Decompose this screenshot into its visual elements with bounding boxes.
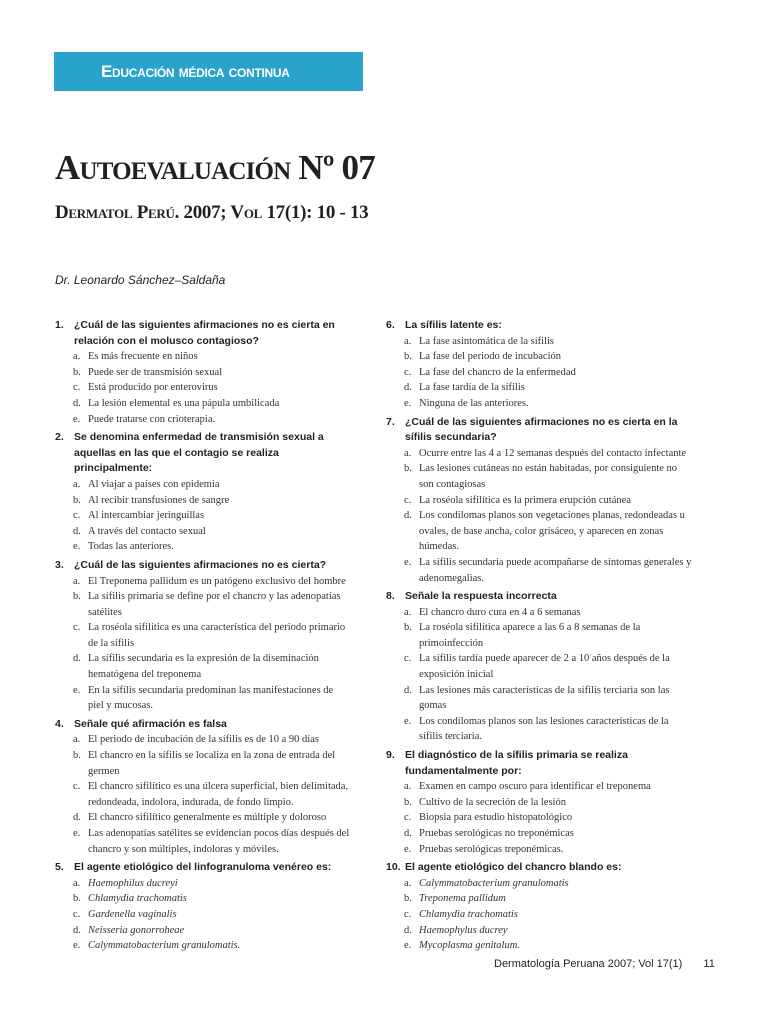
option-letter: a.: [404, 781, 412, 793]
answer-option: [386, 795, 694, 811]
question-number: 10.: [386, 861, 401, 874]
option-letter: b.: [404, 796, 412, 808]
question-heading: [386, 860, 694, 876]
option-letter: e.: [73, 940, 81, 952]
option-text: Todas las anteriores.: [88, 541, 174, 553]
option-letter: c.: [404, 494, 412, 506]
option-letter: c.: [73, 781, 81, 793]
author-name: Dr. Leonardo Sánchez–Saldaña: [55, 273, 226, 287]
option-text: A través del contacto sexual: [88, 525, 206, 537]
question-heading: [55, 717, 351, 733]
option-text: Puede tratarse con crioterapia.: [88, 413, 216, 425]
option-letter: e.: [73, 413, 81, 425]
answer-option: [55, 779, 351, 810]
option-text: Las lesiones cutáneas no están habitadas, por consiguiente no son contagiosas: [419, 463, 678, 490]
question: [386, 748, 694, 857]
question-number: 7.: [386, 415, 395, 428]
answer-option: [55, 810, 351, 826]
answer-option: [386, 891, 694, 907]
option-text: La roséola sifilítica es una característica del periodo primario de la sífilis: [88, 622, 346, 649]
answer-option: [55, 923, 351, 939]
page-title: Autoevaluación Nº 07: [55, 148, 375, 187]
option-letter: c.: [73, 382, 81, 394]
questions-column-left: [55, 318, 351, 957]
answer-option: [55, 620, 351, 651]
option-letter: d.: [404, 684, 412, 696]
option-text: Al recibir transfusiones de sangre: [88, 494, 230, 506]
question-text: Señale qué afirmación es falsa: [74, 717, 227, 730]
answer-option: [55, 732, 351, 748]
option-letter: e.: [404, 843, 412, 855]
option-letter: a.: [404, 606, 412, 618]
question: [386, 415, 694, 587]
question: [55, 430, 351, 555]
option-text: Chlamydia trachomatis: [88, 893, 187, 905]
answer-option: [55, 651, 351, 682]
option-text: Ninguna de las anteriores.: [419, 397, 529, 409]
answer-option: [386, 810, 694, 826]
option-text: La sífilis primaria se define por el chancro y las adenopatías satélites: [88, 591, 341, 618]
option-letter: b.: [404, 622, 412, 634]
question-number: 9.: [386, 749, 395, 762]
answer-option: [386, 651, 694, 682]
answer-option: [55, 589, 351, 620]
option-text: Calymmatobacterium granulomatis.: [88, 940, 241, 952]
question-heading: [386, 415, 694, 446]
option-letter: e.: [404, 715, 412, 727]
question-heading: [55, 430, 351, 477]
question-text: El agente etiológico del chancro blando es:: [405, 861, 622, 874]
option-text: La sífilis secundaria es la expresión de la diseminación hematógena del treponema: [88, 653, 319, 681]
option-letter: c.: [404, 908, 412, 920]
option-letter: d.: [404, 828, 412, 839]
answer-option: [386, 349, 694, 365]
answer-option: [55, 508, 351, 524]
question-number: 5.: [55, 861, 64, 874]
option-text: Pruebas serológicas treponémicas.: [419, 843, 564, 855]
question: [55, 717, 351, 857]
option-letter: c.: [73, 510, 81, 522]
option-letter: c.: [73, 622, 81, 634]
option-letter: b.: [73, 591, 81, 603]
option-text: El chancro sifilítico es una úlcera superficial, bien delimitada, redondeada, indolora, indurada, de fondo limpio.: [88, 781, 349, 808]
option-letter: e.: [404, 940, 412, 952]
option-text: Mycoplasma genitalum.: [419, 940, 520, 952]
answer-option: [386, 555, 694, 586]
option-text: Chlamydia trachomatis: [419, 908, 518, 920]
question-heading: [386, 318, 694, 334]
option-letter: b.: [404, 463, 412, 475]
option-letter: a.: [73, 351, 81, 363]
option-text: Biopsia para estudio histopatológico: [419, 812, 573, 824]
question-text: Se denomina enfermedad de transmisión sexual a aquellas en las que el contagio se realiza principalmente:: [74, 431, 324, 475]
option-text: El chancro en la sífilis se localiza en la zona de entrada del germen: [88, 750, 336, 777]
questions-column-right: [386, 318, 694, 957]
option-letter: d.: [73, 924, 81, 936]
option-text: Treponema pallidum: [419, 893, 506, 905]
option-text: La sífilis secundaria puede acompañarse de síntomas generales y adenomegalias.: [419, 556, 692, 584]
question-text: ¿Cuál de las siguientes afirmaciones no es cierta en la sífilis secundaria?: [405, 415, 678, 444]
answer-option: [55, 876, 351, 892]
answer-option: [55, 412, 351, 428]
option-text: La fase del chancro de la enfermedad: [419, 366, 576, 378]
option-text: La sífilis tardía puede aparecer de 2 a 10 años después de la exposición inicial: [419, 653, 670, 681]
option-letter: a.: [73, 575, 81, 587]
answer-option: [386, 923, 694, 939]
option-text: El Treponema pallidum es un patógeno exclusivo del hombre: [88, 575, 346, 587]
option-letter: d.: [73, 653, 81, 665]
option-letter: b.: [404, 893, 412, 905]
option-letter: d.: [404, 924, 412, 936]
question: [55, 860, 351, 954]
answer-option: [55, 493, 351, 509]
question: [386, 860, 694, 954]
answer-option: [55, 380, 351, 396]
answer-option: [386, 826, 694, 842]
option-text: La roséola sifilítica aparece a las 6 a 8 semanas de la primoinfección: [419, 622, 641, 649]
option-text: El chancro sifilítico generalmente es múltiple y doloroso: [88, 812, 327, 824]
option-letter: e.: [404, 397, 412, 409]
option-text: La lesión elemental es una pápula umbilicada: [88, 397, 280, 409]
answer-option: [55, 907, 351, 923]
answer-option: [55, 826, 351, 857]
option-letter: b.: [73, 893, 81, 905]
option-text: Haemophilus ducreyi: [88, 877, 178, 889]
answer-option: [55, 349, 351, 365]
section-banner-label: Educación médica continua: [101, 62, 290, 81]
answer-option: [386, 605, 694, 621]
answer-option: [386, 334, 694, 350]
option-letter: a.: [404, 447, 412, 459]
option-text: Examen en campo oscuro para identificar el treponema: [419, 781, 651, 793]
question-text: ¿Cuál de las siguientes afirmaciones no es cierta?: [74, 558, 327, 571]
option-text: El chancro duro cura en 4 a 6 semanas: [419, 606, 581, 618]
question-heading: [55, 860, 351, 876]
question-text: La sífilis latente es:: [405, 319, 502, 331]
option-text: En la sífilis secundaria predominan las manifestaciones de piel y mucosas.: [88, 684, 334, 712]
option-letter: a.: [404, 877, 412, 889]
option-text: Las adenopatías satélites se evidencian pocos días después del chancro y son múltiples, indoloras y móviles.: [88, 828, 350, 855]
option-text: Pruebas serológicas no treponémicas: [419, 828, 574, 839]
question-number: 6.: [386, 319, 395, 331]
option-letter: e.: [404, 556, 412, 568]
answer-option: [386, 620, 694, 651]
footer-journal: Dermatología Peruana 2007; Vol 17(1): [494, 958, 683, 970]
option-text: Neisseria gonorroheae: [88, 924, 185, 936]
answer-option: [55, 891, 351, 907]
answer-option: [55, 574, 351, 590]
answer-option: [55, 539, 351, 555]
option-text: Ocurre entre las 4 a 12 semanas después del contacto infectante: [419, 447, 687, 459]
answer-option: [386, 396, 694, 412]
option-text: Las lesiones más características de la sífilis terciaria son las gomas: [419, 684, 670, 712]
answer-option: [386, 842, 694, 858]
question-text: El agente etiológico del linfogranuloma venéreo es:: [74, 861, 332, 874]
option-letter: a.: [73, 877, 81, 889]
question-number: 4.: [55, 717, 64, 730]
answer-option: [55, 748, 351, 779]
option-letter: d.: [73, 812, 81, 824]
answer-option: [386, 365, 694, 381]
option-letter: d.: [404, 510, 412, 522]
question-number: 8.: [386, 590, 395, 603]
question-number: 1.: [55, 319, 64, 331]
question: [386, 318, 694, 412]
option-text: Es más frecuente en niños: [88, 351, 198, 363]
option-letter: a.: [73, 478, 81, 490]
page-footer: [494, 958, 715, 970]
answer-option: [386, 380, 694, 396]
option-text: La fase asintomática de la sífilis: [419, 335, 554, 347]
citation-subtitle: Dermatol Perú. 2007; Vol 17(1): 10 - 13: [55, 202, 369, 223]
option-letter: c.: [404, 366, 412, 378]
option-text: Al viajar a países con epidemia: [88, 478, 220, 490]
option-text: Los condilomas planos son las lesiones características de la sífilis terciaria.: [419, 715, 669, 743]
answer-option: [55, 524, 351, 540]
answer-option: [386, 493, 694, 509]
option-text: Puede ser de transmisión sexual: [88, 366, 223, 378]
question-text: ¿Cuál de las siguientes afirmaciones no es cierta en relación con el molusco contagioso?: [74, 319, 335, 347]
option-text: Al intercambiar jeringuillas: [88, 510, 205, 522]
option-text: Gardenella vaginalis: [88, 908, 177, 920]
answer-option: [386, 683, 694, 714]
option-letter: b.: [73, 366, 81, 378]
option-letter: c.: [404, 653, 412, 665]
question-heading: [386, 748, 694, 779]
answer-option: [55, 477, 351, 493]
answer-option: [55, 683, 351, 714]
option-letter: a.: [73, 734, 81, 746]
answer-option: [386, 876, 694, 892]
answer-option: [386, 714, 694, 745]
option-text: La roséola sifilítica es la primera erupción cutánea: [419, 494, 631, 506]
question-heading: [55, 558, 351, 574]
answer-option: [55, 365, 351, 381]
option-letter: d.: [73, 397, 81, 409]
option-letter: d.: [404, 382, 412, 394]
question: [55, 318, 351, 427]
question-text: El diagnóstico de la sífilis primaria se realiza fundamentalmente por:: [405, 749, 628, 777]
option-text: Los condilomas planos son vegetaciones planas, redondeadas u ovales, de base ancha, color grisáceo, y aparecen en zonas húmedas.: [419, 510, 685, 553]
option-text: La fase tardía de la sífilis: [419, 382, 525, 394]
question: [55, 558, 351, 714]
question-number: 3.: [55, 558, 64, 571]
option-text: La fase del periodo de incubación: [419, 351, 561, 363]
option-letter: b.: [404, 351, 412, 363]
answer-option: [386, 907, 694, 923]
option-text: Haemophylus ducrey: [419, 924, 508, 936]
option-letter: e.: [73, 541, 81, 553]
option-letter: e.: [73, 828, 81, 839]
section-banner: [54, 52, 363, 91]
question-heading: [55, 318, 351, 349]
question-number: 2.: [55, 431, 64, 444]
answer-option: [386, 508, 694, 555]
option-text: El periodo de incubación de la sífilis es de 10 a 90 días: [88, 734, 319, 746]
answer-option: [55, 938, 351, 954]
option-text: Calymmatobacterium granulomatis: [419, 877, 569, 889]
option-letter: a.: [404, 335, 412, 347]
answer-option: [386, 461, 694, 492]
question-heading: [386, 589, 694, 605]
page-number: 11: [703, 958, 715, 970]
answer-option: [386, 446, 694, 462]
answer-option: [55, 396, 351, 412]
option-letter: b.: [73, 494, 81, 506]
option-text: Está producido por enterovirus: [88, 382, 218, 394]
option-letter: e.: [73, 684, 81, 696]
option-letter: c.: [404, 812, 412, 824]
answer-option: [386, 779, 694, 795]
option-letter: d.: [73, 525, 81, 537]
option-text: Cultivo de la secreción de la lesión: [419, 796, 566, 808]
option-letter: c.: [73, 908, 81, 920]
option-letter: b.: [73, 750, 81, 762]
question-text: Señale la respuesta incorrecta: [405, 590, 557, 603]
answer-option: [386, 938, 694, 954]
question: [386, 589, 694, 745]
